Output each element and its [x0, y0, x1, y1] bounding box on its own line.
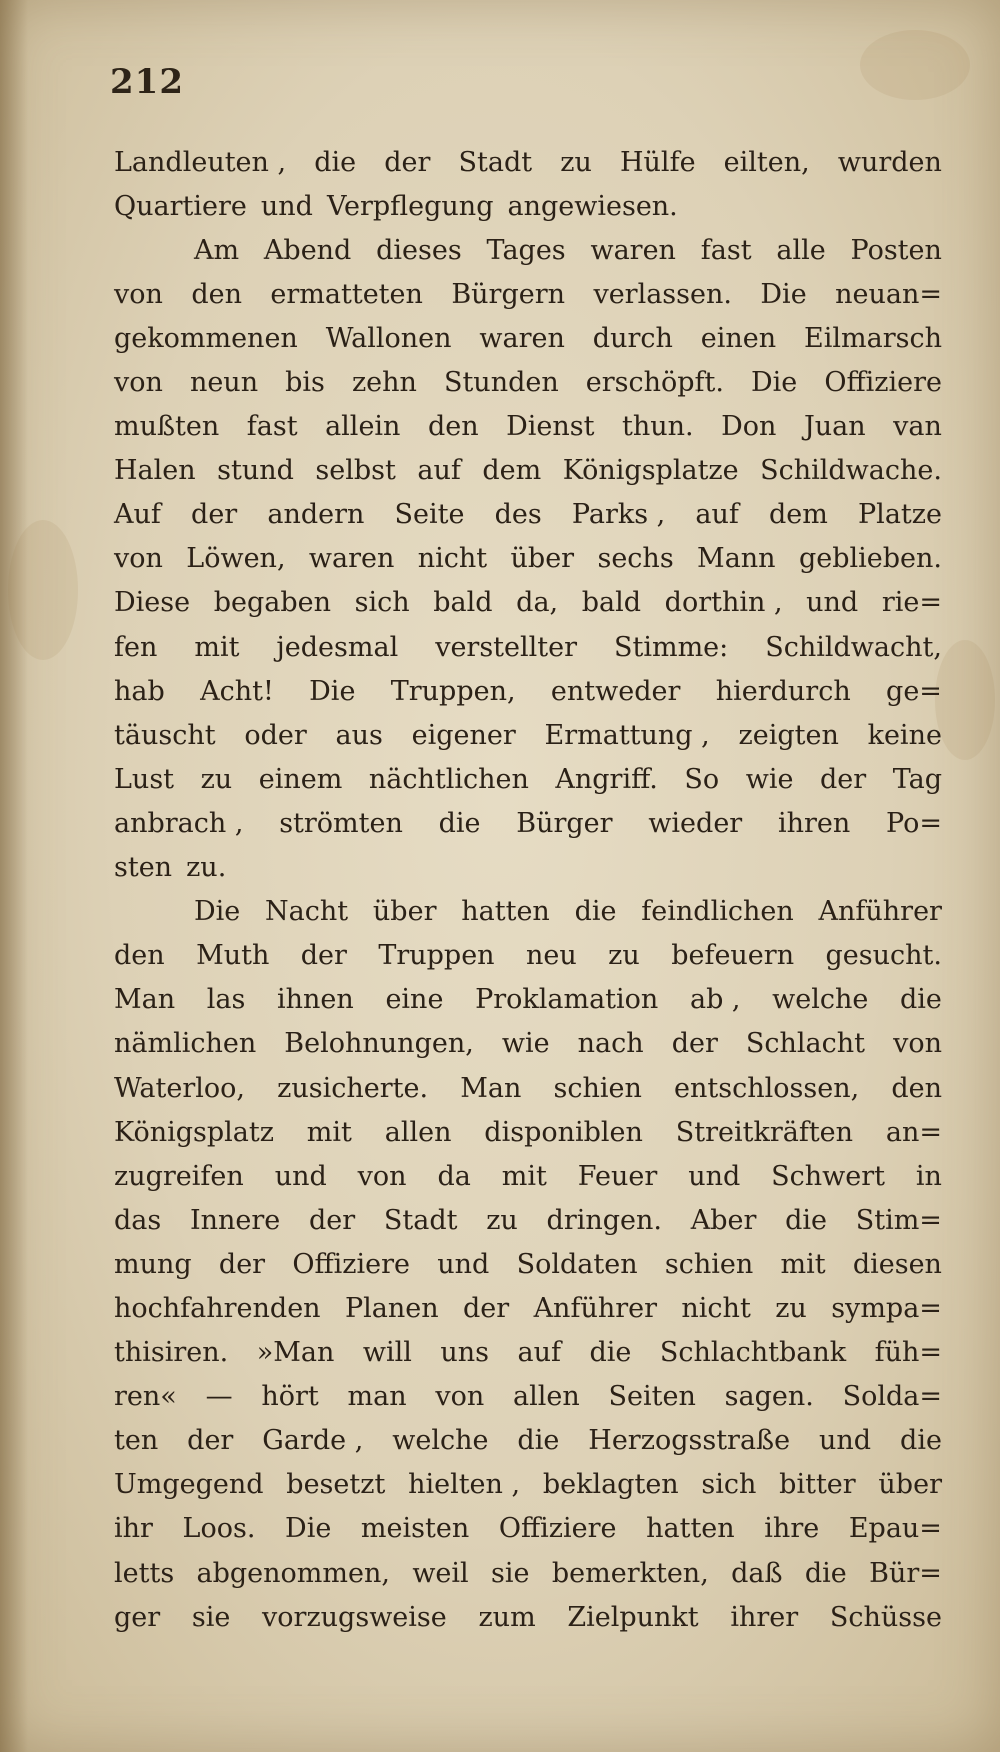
word: mußten: [114, 411, 220, 443]
text-line: [114, 537, 942, 581]
word: Die: [285, 1513, 332, 1545]
text-line: [114, 625, 942, 669]
word: Seite: [394, 499, 465, 531]
text-line: [114, 757, 942, 801]
word: dieses: [376, 234, 462, 266]
paper-stain: [935, 640, 995, 760]
word: sich: [701, 1469, 757, 1501]
word: neuan=: [835, 278, 942, 310]
word: nächtlichen: [368, 763, 529, 795]
word: der: [187, 1425, 234, 1457]
word: welche: [392, 1425, 489, 1457]
word: Tages: [486, 234, 566, 266]
word: nicht: [681, 1292, 751, 1324]
word: der: [300, 940, 347, 972]
text-line: [114, 1022, 942, 1066]
word: Proklamation: [475, 984, 659, 1016]
word: Man: [114, 984, 176, 1016]
word: hört: [261, 1381, 319, 1413]
word: bald: [433, 587, 493, 619]
word: Loos.: [182, 1513, 256, 1545]
word: über: [878, 1469, 942, 1501]
word: Parks ,: [571, 499, 666, 531]
word: verlassen.: [593, 278, 732, 310]
word: sie: [491, 1557, 530, 1589]
word: wie: [745, 763, 794, 795]
word: Feuer: [577, 1160, 658, 1192]
word: schien: [664, 1248, 754, 1280]
text-line: [114, 1507, 942, 1551]
word: Po=: [886, 807, 942, 839]
text-line: [114, 316, 942, 360]
word: eine: [385, 984, 444, 1016]
word: allen: [513, 1381, 580, 1413]
word: will: [362, 1337, 412, 1369]
word: ihrer: [730, 1601, 799, 1633]
word: waren: [479, 322, 565, 354]
word: Schildwacht,: [765, 631, 942, 663]
word: Offiziere: [498, 1513, 617, 1545]
word: Dienst: [506, 411, 595, 443]
word: bis: [285, 367, 325, 399]
paper-stain: [8, 520, 78, 660]
word: verstellter: [435, 631, 578, 663]
word: hierdurch: [715, 675, 851, 707]
word: hatten: [461, 896, 550, 928]
word: van: [893, 411, 942, 443]
body-text: [114, 140, 942, 1639]
word: Streitkräften: [675, 1116, 854, 1148]
word: da,: [516, 587, 559, 619]
word: Schlacht: [745, 1028, 866, 1060]
word: von: [114, 543, 163, 575]
word: Tag: [892, 763, 942, 795]
word: stund: [217, 455, 294, 487]
word: entschlossen,: [674, 1072, 860, 1104]
word: auf: [517, 1337, 561, 1369]
word: Don: [721, 411, 777, 443]
word: das: [114, 1204, 162, 1236]
word: bitter: [779, 1469, 856, 1501]
word: mit: [501, 1160, 547, 1192]
word: den: [427, 411, 479, 443]
word: den: [114, 940, 165, 972]
word: ihren: [777, 807, 851, 839]
word: fast: [246, 411, 298, 443]
word: zeigten: [738, 719, 839, 751]
word: die: [574, 896, 617, 928]
word: die: [438, 807, 481, 839]
word: —: [205, 1381, 233, 1413]
word: nämlichen: [114, 1028, 257, 1060]
word: befeuern: [671, 940, 795, 972]
word: »Man: [256, 1337, 335, 1369]
word: Halen: [114, 455, 196, 487]
word: uns: [440, 1337, 490, 1369]
word: und: [819, 1425, 872, 1457]
word: ihnen: [277, 984, 354, 1016]
word: Aber: [690, 1204, 757, 1236]
word: die: [589, 1337, 632, 1369]
text-line: [114, 1375, 942, 1419]
page-gutter-shadow: [0, 0, 28, 1752]
word: Seiten: [608, 1381, 696, 1413]
word: die: [900, 984, 942, 1016]
word: strömten: [279, 807, 403, 839]
word: den: [891, 1072, 942, 1104]
word: wieder: [648, 807, 743, 839]
word: Königsplatze: [562, 455, 739, 487]
word: Bür=: [869, 1557, 942, 1589]
word: Herzogsstraße: [588, 1425, 791, 1457]
text-line: [114, 801, 942, 845]
word: mit: [306, 1116, 352, 1148]
word: Schwert: [771, 1160, 886, 1192]
word: Anführer: [818, 896, 942, 928]
word: Die: [309, 675, 356, 707]
text-line: [114, 1066, 942, 1110]
word: gekommenen: [114, 322, 298, 354]
word: dorthin ,: [664, 587, 783, 619]
word: von: [435, 1381, 485, 1413]
word: Acht!: [200, 675, 274, 707]
word: meisten: [360, 1513, 470, 1545]
word: fast: [700, 234, 752, 266]
word: begaben: [213, 587, 332, 619]
word: Soldaten: [516, 1248, 638, 1280]
word: ge=: [886, 675, 942, 707]
word: bald: [581, 587, 642, 619]
text-line: [114, 493, 942, 537]
word: anbrach ,: [114, 807, 244, 839]
word: einen: [700, 322, 777, 354]
word: einem: [258, 763, 343, 795]
word: zusicherte.: [277, 1072, 429, 1104]
word: hochfahrenden: [114, 1292, 321, 1324]
text-line: [114, 1198, 942, 1242]
word: zugreifen: [114, 1160, 244, 1192]
word: Stimme:: [614, 631, 729, 663]
word: die: [804, 1557, 847, 1589]
word: diesen: [852, 1248, 942, 1280]
word: des: [494, 499, 542, 531]
word: thun.: [622, 411, 694, 443]
word: Wallonen: [325, 322, 452, 354]
text-line: [114, 228, 942, 272]
word: allein: [325, 411, 401, 443]
text-line: [114, 272, 942, 316]
word: und: [260, 190, 313, 222]
word: Hülfe: [620, 146, 696, 178]
word: Ermattung ,: [544, 719, 710, 751]
word: beklagten: [542, 1469, 679, 1501]
text-line: [114, 1286, 942, 1330]
word: Die: [760, 278, 807, 310]
word: Stim=: [855, 1204, 942, 1236]
word: Muth: [196, 940, 270, 972]
word: sie: [191, 1601, 231, 1633]
word: Abend: [263, 234, 352, 266]
word: der: [384, 146, 431, 178]
word: abgenommen,: [196, 1557, 390, 1589]
word: schien: [553, 1072, 642, 1104]
word: Diese: [114, 587, 191, 619]
word: thisiren.: [114, 1337, 229, 1369]
word: von: [114, 367, 163, 399]
word: ren«: [114, 1381, 177, 1413]
word: Belohnungen,: [284, 1028, 474, 1060]
word: die: [517, 1425, 560, 1457]
word: dem: [769, 499, 828, 531]
word: oder: [244, 719, 307, 751]
word: der: [819, 763, 867, 795]
text-line: [114, 184, 942, 228]
word: hielten ,: [408, 1469, 521, 1501]
text-line: [114, 405, 942, 449]
word: eilten,: [723, 146, 810, 178]
word: disponiblen: [484, 1116, 643, 1148]
word: eigener: [411, 719, 516, 751]
word: welche: [772, 984, 869, 1016]
text-line: [114, 1419, 942, 1463]
word: Anführer: [533, 1292, 658, 1324]
word: gesucht.: [825, 940, 942, 972]
word: Schüsse: [829, 1601, 942, 1633]
word: ihr: [114, 1513, 153, 1545]
word: zu.: [186, 852, 227, 884]
word: jedesmal: [276, 631, 399, 663]
word: ger: [114, 1601, 161, 1633]
word: entweder: [550, 675, 681, 707]
word: Stunden: [443, 367, 559, 399]
word: hatten: [646, 1513, 735, 1545]
word: bemerkten,: [551, 1557, 709, 1589]
word: Löwen,: [186, 543, 286, 575]
word: in: [915, 1160, 942, 1192]
word: Truppen,: [390, 675, 516, 707]
text-line: [114, 360, 942, 404]
word: Mann: [697, 543, 776, 575]
word: vorzugsweise: [262, 1601, 447, 1633]
word: der: [309, 1204, 356, 1236]
word: von: [893, 1028, 942, 1060]
word: zu: [200, 763, 233, 795]
text-line: [114, 1110, 942, 1154]
word: nicht: [417, 543, 488, 575]
word: angewiesen.: [507, 190, 678, 222]
word: aus: [335, 719, 383, 751]
word: und: [688, 1160, 741, 1192]
word: mit: [194, 631, 240, 663]
word: zu: [608, 940, 640, 972]
word: ten: [114, 1425, 159, 1457]
word: zu: [560, 146, 592, 178]
word: den: [191, 278, 242, 310]
word: Stadt: [383, 1204, 458, 1236]
word: füh=: [874, 1337, 942, 1369]
paper-stain: [860, 30, 970, 100]
word: waren: [308, 543, 395, 575]
word: die: [785, 1204, 827, 1236]
word: über: [372, 896, 437, 928]
word: da: [437, 1160, 471, 1192]
text-line: [114, 1463, 942, 1507]
word: allen: [384, 1116, 452, 1148]
word: über: [510, 543, 575, 575]
word: Garde ,: [262, 1425, 364, 1457]
word: Die: [751, 367, 798, 399]
word: Stadt: [458, 146, 533, 178]
word: ihre: [764, 1513, 820, 1545]
word: ab ,: [689, 984, 741, 1016]
word: daß: [731, 1557, 783, 1589]
text-line: [114, 140, 942, 184]
word: So: [684, 763, 720, 795]
word: Königsplatz: [114, 1116, 274, 1148]
word: mit: [780, 1248, 826, 1280]
word: Waterloo,: [114, 1072, 245, 1104]
word: andern: [267, 499, 365, 531]
word: Angriff.: [555, 763, 658, 795]
word: Am: [194, 234, 240, 266]
text-line: [114, 581, 942, 625]
word: keine: [867, 719, 942, 751]
word: Truppen: [378, 940, 495, 972]
word: Planen: [344, 1292, 439, 1324]
word: sich: [354, 587, 410, 619]
word: ermatteten: [270, 278, 423, 310]
word: neun: [189, 367, 259, 399]
word: Bürger: [516, 807, 613, 839]
text-line: [114, 1331, 942, 1375]
word: alle: [776, 234, 826, 266]
word: der: [191, 499, 238, 531]
word: mung: [114, 1248, 192, 1280]
word: Schlachtbank: [659, 1337, 847, 1369]
word: von: [357, 1160, 407, 1192]
word: dem: [482, 455, 542, 487]
word: geblieben.: [798, 543, 942, 575]
word: Innere: [189, 1204, 281, 1236]
word: zum: [478, 1601, 536, 1633]
text-line: [114, 934, 942, 978]
word: Eilmarsch: [804, 322, 942, 354]
text-line: [114, 890, 942, 934]
word: las: [206, 984, 246, 1016]
word: hab: [114, 675, 165, 707]
word: der: [671, 1028, 718, 1060]
text-line: [114, 1242, 942, 1286]
word: Solda=: [842, 1381, 942, 1413]
word: Quartiere: [114, 190, 247, 222]
text-line: [114, 846, 942, 890]
word: rie=: [881, 587, 942, 619]
word: Nacht: [265, 896, 349, 928]
word: Platze: [858, 499, 942, 531]
word: dringen.: [546, 1204, 662, 1236]
word: täuscht: [114, 719, 216, 751]
word: Landleuten ,: [114, 146, 287, 178]
word: letts: [114, 1557, 175, 1589]
word: zu: [486, 1204, 518, 1236]
word: Offiziere: [292, 1248, 411, 1280]
word: der: [463, 1292, 510, 1324]
text-line: [114, 449, 942, 493]
word: Lust: [114, 763, 175, 795]
word: zehn: [351, 367, 417, 399]
word: sechs: [597, 543, 674, 575]
text-line: [114, 1154, 942, 1198]
text-line: [114, 669, 942, 713]
word: fen: [114, 631, 158, 663]
word: Posten: [850, 234, 942, 266]
word: weil: [412, 1557, 469, 1589]
word: sagen.: [724, 1381, 814, 1413]
text-line: [114, 978, 942, 1022]
word: waren: [590, 234, 676, 266]
word: Die: [194, 896, 241, 928]
word: Umgegend: [114, 1469, 264, 1501]
word: selbst: [315, 455, 396, 487]
text-line: [114, 713, 942, 757]
word: an=: [885, 1116, 942, 1148]
word: auf: [695, 499, 739, 531]
word: Offiziere: [824, 367, 942, 399]
page-number: 212: [110, 62, 184, 102]
word: Verpflegung: [326, 190, 494, 222]
word: sten: [114, 852, 173, 884]
word: Schildwache.: [760, 455, 942, 487]
word: wie: [501, 1028, 550, 1060]
text-line: [114, 1595, 942, 1639]
word: durch: [592, 322, 673, 354]
word: besetzt: [286, 1469, 386, 1501]
word: von: [114, 278, 163, 310]
word: Man: [460, 1072, 522, 1104]
word: Auf: [114, 499, 161, 531]
word: Zielpunkt: [567, 1601, 699, 1633]
word: neu: [525, 940, 577, 972]
word: und: [274, 1160, 327, 1192]
word: Epau=: [848, 1513, 942, 1545]
text-line: [114, 1551, 942, 1595]
word: auf: [417, 455, 461, 487]
word: nach: [577, 1028, 644, 1060]
word: die: [314, 146, 357, 178]
word: und: [806, 587, 859, 619]
word: die: [900, 1425, 942, 1457]
word: zu: [775, 1292, 807, 1324]
word: Bürgern: [451, 278, 566, 310]
word: und: [437, 1248, 490, 1280]
word: man: [347, 1381, 407, 1413]
word: der: [218, 1248, 266, 1280]
word: feindlichen: [641, 896, 794, 928]
word: wurden: [837, 146, 942, 178]
word: erschöpft.: [585, 367, 724, 399]
word: Juan: [803, 411, 866, 443]
word: sympa=: [831, 1292, 942, 1324]
